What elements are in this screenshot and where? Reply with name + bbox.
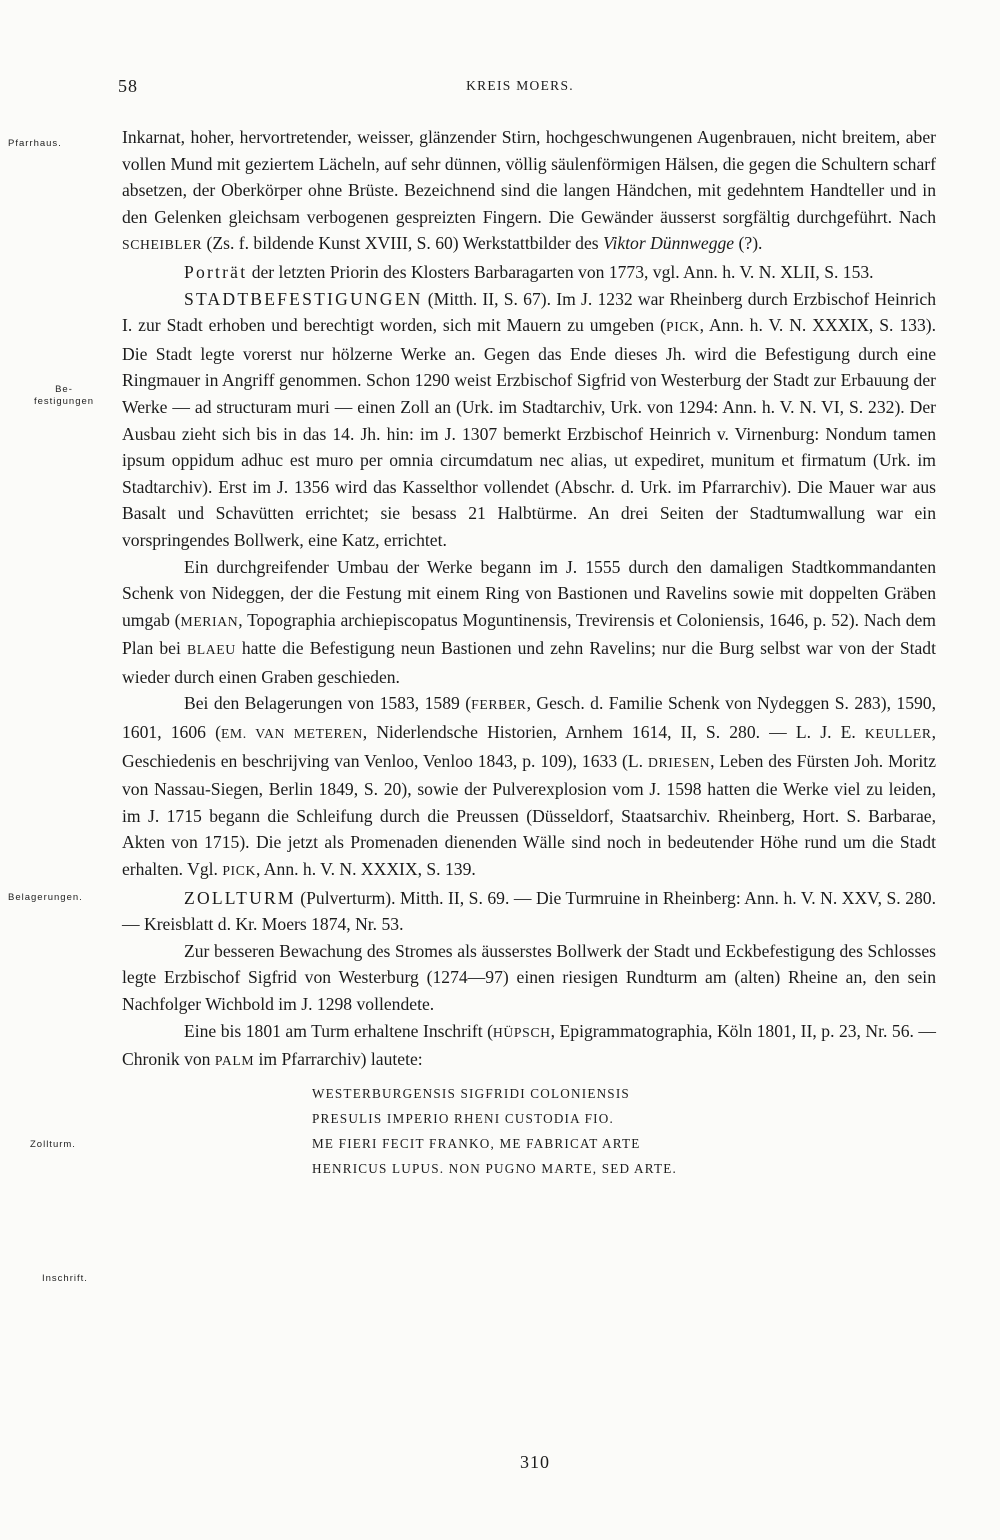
text-run: der letzten Priorin des Klosters Barbaragarten von 1773, vgl. Ann. h. V. N. XLII, S. 153. <box>247 261 874 282</box>
paragraph-zollturm <box>122 885 936 938</box>
text-run: , Gesch. d. Familie Schenk von Nydeggen S. 283), 1590, 1601, 1606 ( <box>122 693 936 743</box>
page-body <box>122 124 936 1181</box>
text-run: Bei den Belagerungen von 1583, 1589 ( <box>184 693 472 714</box>
inscription-line: WESTERBURGENSIS SIGFRIDI COLONIENSIS <box>312 1085 630 1101</box>
author-driesen: DRIESEN <box>647 754 711 770</box>
paragraph-portraet <box>122 259 936 286</box>
author-meteren: EM. VAN METEREN <box>220 726 363 742</box>
paragraph-inschrift <box>122 1018 936 1075</box>
margin-note-belagerungen: Belagerungen. <box>8 892 83 903</box>
text-run: (Pulverturm). Mitth. II, S. 69. — Die Turmruine in Rheinberg: Ann. h. V. N. XXV, S. 280. — Kreisblatt d. Kr. Moers 1874, Nr. 53. <box>122 887 936 935</box>
author-scheibler: SCHEIBLER <box>122 237 203 253</box>
author-merian: MERIAN <box>180 613 239 629</box>
text-run: Eine bis 1801 am Turm erhaltene Inschrift ( <box>184 1020 493 1041</box>
inscription-block <box>122 1081 936 1181</box>
paragraph-pfarrhaus-continued <box>122 124 936 259</box>
text-run: , Ann. h. V. N. XXXIX, S. 139. <box>255 859 476 880</box>
text-run: im Pfarrarchiv) lautete: <box>254 1049 423 1070</box>
section-heading-zollturm: ZOLLTURM <box>184 887 296 908</box>
text-run: (Zs. f. bildende Kunst XVIII, S. 60) Werkstattbilder des <box>202 233 603 254</box>
artist-name-italic: Viktor Dünnwegge <box>603 233 735 254</box>
author-palm: PALM <box>214 1053 255 1069</box>
author-pick: PICK <box>222 863 256 879</box>
running-title: KREIS MOERS. <box>466 78 574 93</box>
margin-note-befestigungen-line1: Be- <box>55 384 73 395</box>
author-pick: PICK <box>666 319 700 335</box>
inscription-line: HENRICUS LUPUS. NON PUGNO MARTE, SED ARTE. <box>312 1160 677 1176</box>
paragraph-belagerungen <box>122 690 936 884</box>
text-run: Zur besseren Bewachung des Stromes als äusserstes Bollwerk der Stadt und Eckbefestigung des Schlosses legte Erzbischof Sigfrid von Westerburg (1274—97) einen riesigen Rundturm am (alten) Rheine an, den sein Nachfolger Wichbold im J. 1298 vollendete. <box>122 940 936 1014</box>
paragraph-stadtbefestigungen <box>122 286 936 554</box>
sheet-number: 310 <box>520 1452 550 1472</box>
margin-note-befestigungen-line2: festigungen <box>33 396 95 407</box>
page-header <box>0 72 1000 102</box>
page-number: 58 <box>118 76 138 96</box>
text-run: Inkarnat, hoher, hervortretender, weisser, glänzender Stirn, hochgeschwungenen Augenbrauen, nicht breitem, aber vollen Mund mit geziertem Lächeln, auf sehr dünnen, völlig säulenförmigen Hälsen, die gegen die Schultern scharf absetzen, der Oberkörper ohne Brüste. Bezeichnend sind die langen Händchen, mit gedehntem Handteller und in den Gelenken gleichsam verbogenen gespreizten Fingern. Die Gewänder äusserst sorgfältig durchgeführt. Nach <box>122 127 936 227</box>
margin-note-pfarrhaus: Pfarrhaus. <box>8 138 62 149</box>
inscription-line: PRESULIS IMPERIO RHENI CUSTODIA FIO. <box>312 1110 614 1126</box>
text-run: , Leben des Fürsten Joh. Moritz von Nassau-Siegen, Berlin 1849, S. 20), sowie der Pulverexplosion vom J. 1598 hatten die Werke viel zu leiden, im J. 1715 begann die Schleifung durch die Preussen (Düsseldorf, Staatsarchiv. Rheinberg, Hort. S. Barbarae, Akten von 1715). Die jetzt als Promenaden dienenden Wälle sind noch in bedeutender Höhe rund um die Stadt erhalten. Vgl. <box>122 750 937 880</box>
text-run: , Epigrammatographia, Köln 1801, II, p. 23, Nr. 56. — Chronik von <box>122 1020 936 1070</box>
text-run: hatte die Befestigung neun Bastionen und zehn Ravelins; nur die Burg selbst war von der Stadt wieder durch einen Graben geschieden. <box>122 638 936 687</box>
paragraph-umbau <box>122 554 936 691</box>
margin-note-zollturm: Zollturm. <box>30 1139 76 1150</box>
text-run: , Niderlendsche Historien, Arnhem 1614, II, S. 280. — L. J. E. <box>362 722 865 743</box>
text-run: , Topographia archiepiscopatus Moguntinensis, Trevirensis et Coloniensis, 1646, p. 52). Nach dem Plan bei <box>122 609 936 659</box>
text-run: (Mitth. II, S. 67). Im J. 1232 war Rheinberg durch Erzbischof Heinrich I. zur Stadt erhoben und berechtigt worden, sich mit Mauern zu umgeben ( <box>122 288 936 336</box>
spaced-term-portraet: Porträt <box>184 261 248 282</box>
inscription-line: ME FIERI FECIT FRANKO, ME FABRICAT ARTE <box>312 1135 641 1151</box>
text-run: , Ann. h. V. N. XXXIX, S. 133). Die Stadt legte vorerst nur hölzerne Werke an. Gegen das Ende dieses Jh. wird die Befestigung durch eine Ringmauer in Angriff genommen. Schon 1290 weist Erzbischof Sigfrid von Westerburg der Stadt zur Erbauung der Werke — ad structuram muri — einen Zoll an (Urk. im Stadtarchiv, Urk. von 1294: Ann. h. V. N. VI, S. 232). Der Ausbau zieht sich bis in das 14. Jh. hin: im J. 1307 bemerkt Erzbischof Heinrich v. Virnenburg: Nondum tamen ipsum oppidum adhuc est muro per omnia circumdatum nec alias, ut expediret, munitum et firmatum (Urk. im Stadtarchiv). Erst im J. 1356 wird das Kasselthor vollendet (Abschr. d. Urk. im Pfarrarchiv). Die Mauer war aus Basalt und Schavütten errichtet; sie besass 21 Halbtürme. An drei Seiten der Stadtumwallung war ein vorspringendes Bollwerk, eine Katz, errichtet. <box>122 315 936 550</box>
text-run: Ein durchgreifender Umbau der Werke begann im J. 1555 durch den damaligen Stadtkommandanten Schenk von Nideggen, der die Festung mit einem Ring von Bastionen und Ravelins sowie mit doppelten Gräben umgab ( <box>122 556 936 630</box>
author-blaeu: BLAEU <box>186 642 236 658</box>
paragraph-rundturm <box>122 938 936 1018</box>
author-ferber: FERBER <box>471 697 527 713</box>
text-run: , Geschiedenis en beschrijving van Venloo, Venloo 1843, p. 109), 1633 (L. <box>122 722 936 771</box>
author-huepsch: HÜPSCH <box>492 1024 551 1040</box>
section-heading-stadtbefestigungen: STADTBEFESTIGUNGEN <box>184 288 423 309</box>
margin-note-inschrift: Inschrift. <box>42 1273 88 1284</box>
margin-note-befestigungen <box>8 384 120 408</box>
text-run: (?). <box>734 233 763 254</box>
author-keuller: KEULLER <box>864 726 932 742</box>
